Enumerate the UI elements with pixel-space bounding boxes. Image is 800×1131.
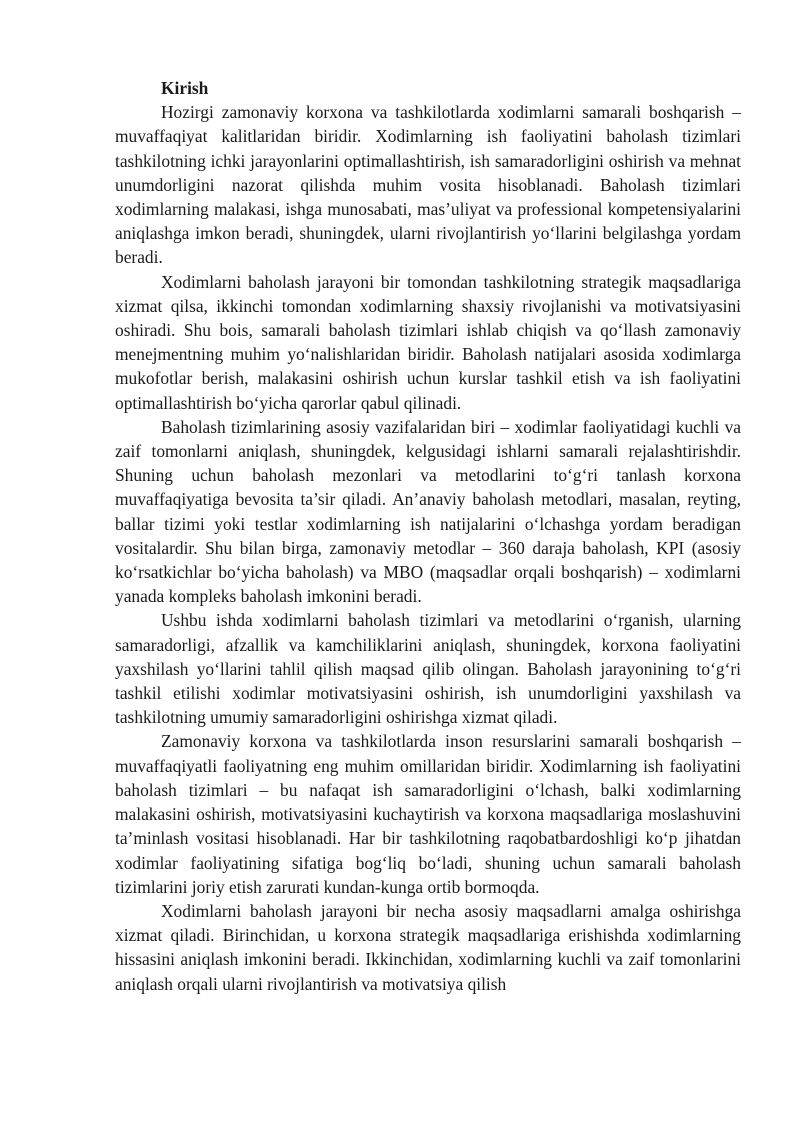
paragraph-1: Hozirgi zamonaviy korxona va tashkilotlarda xodimlarni samarali boshqarish – muvaffaqiyat kalitlaridan biridir. Xodimlarning ish faoliyatini baholash tizimlari tashkilotning ichki jarayonlarini optimallashtirish, ish samaradorligini oshirish va mehnat unumdorligini nazorat qilishda muhim vosita hisoblanadi. Baholash tizimlari xodimlarning malakasi, ishga munosabati, mas’uliyat va professional kompetensiyalarini aniqlashga imkon beradi, shuningdek, ularni rivojlantirish yo‘llarini belgilashga yordam beradi. — [115, 102, 741, 268]
section-heading: Kirish — [161, 78, 209, 98]
paragraph-6: Xodimlarni baholash jarayoni bir necha asosiy maqsadlarni amalga oshirishga xizmat qiladi. Birinchidan, u korxona strategik maqsadlariga erishishda xodimlarning hissasini aniqlash imkonini beradi. Ikkinchidan, xodimlarning kuchli va zaif tomonlarini aniqlash orqali ularni rivojlantirish va motivatsiya qilish — [115, 900, 741, 994]
document-page — [115, 76, 741, 996]
paragraph-5: Zamonaviy korxona va tashkilotlarda inson resurslarini samarali boshqarish – muvaffaqiyatli faoliyatning eng muhim omillaridan biridir. Xodimlarning ish faoliyatini baholash tizimlari – bu nafaqat ish samaradorligini o‘lchash, balki xodimlarning malakasini oshirish, motivatsiyasini kuchaytirish va korxona maqsadlariga moslashuvini ta’minlash vositasi hisoblanadi. Har bir tashkilotning raqobatbardoshligi ko‘p jihatdan xodimlar faoliyatining sifatiga bog‘liq bo‘ladi, shuning uchun samarali baholash tizimlarini joriy etish zarurati kundan-kunga ortib bormoqda. — [115, 731, 741, 897]
paragraph-3: Baholash tizimlarining asosiy vazifalaridan biri – xodimlar faoliyatidagi kuchli va zaif tomonlarni aniqlash, shuningdek, kelgusidagi ishlarni samarali rejalashtirishdir. Shuning uchun baholash mezonlari va metodlarini to‘g‘ri tanlash korxona muvaffaqiyatiga bevosita ta’sir qiladi. An’anaviy baholash metodlari, masalan, reyting, ballar tizimi yoki testlar xodimlarning ish natijalarini o‘lchashga yordam beradigan vositalardir. Shu bilan birga, zamonaviy metodlar – 360 daraja baholash, KPI (asosiy ko‘rsatkichlar bo‘yicha baholash) va MBO (maqsadlar orqali boshqarish) – xodimlarni yanada kompleks baholash imkonini beradi. — [115, 416, 741, 607]
paragraph-4: Ushbu ishda xodimlarni baholash tizimlari va metodlarini o‘rganish, ularning samaradorligi, afzallik va kamchiliklarini aniqlash, shuningdek, korxona faoliyatini yaxshilash yo‘llarini tahlil qilish maqsad qilib olingan. Baholash jarayonining to‘g‘ri tashkil etilishi xodimlar motivatsiyasini oshirish, ish unumdorligini yaxshilash va tashkilotning umumiy samaradorligini oshirishga xizmat qiladi. — [115, 610, 741, 728]
paragraph-2: Xodimlarni baholash jarayoni bir tomondan tashkilotning strategik maqsadlariga xizmat qilsa, ikkinchi tomondan xodimlarning shaxsiy rivojlanishi va motivatsiyasini oshiradi. Shu bois, samarali baholash tizimlari ishlab chiqish va qo‘llash zamonaviy menejmentning muhim yo‘nalishlaridan biridir. Baholash natijalari asosida xodimlarga mukofotlar berish, malakasini oshirish uchun kurslar tashkil etish va ish faoliyatini optimallashtirish bo‘yicha qarorlar qabul qilinadi. — [115, 271, 741, 413]
